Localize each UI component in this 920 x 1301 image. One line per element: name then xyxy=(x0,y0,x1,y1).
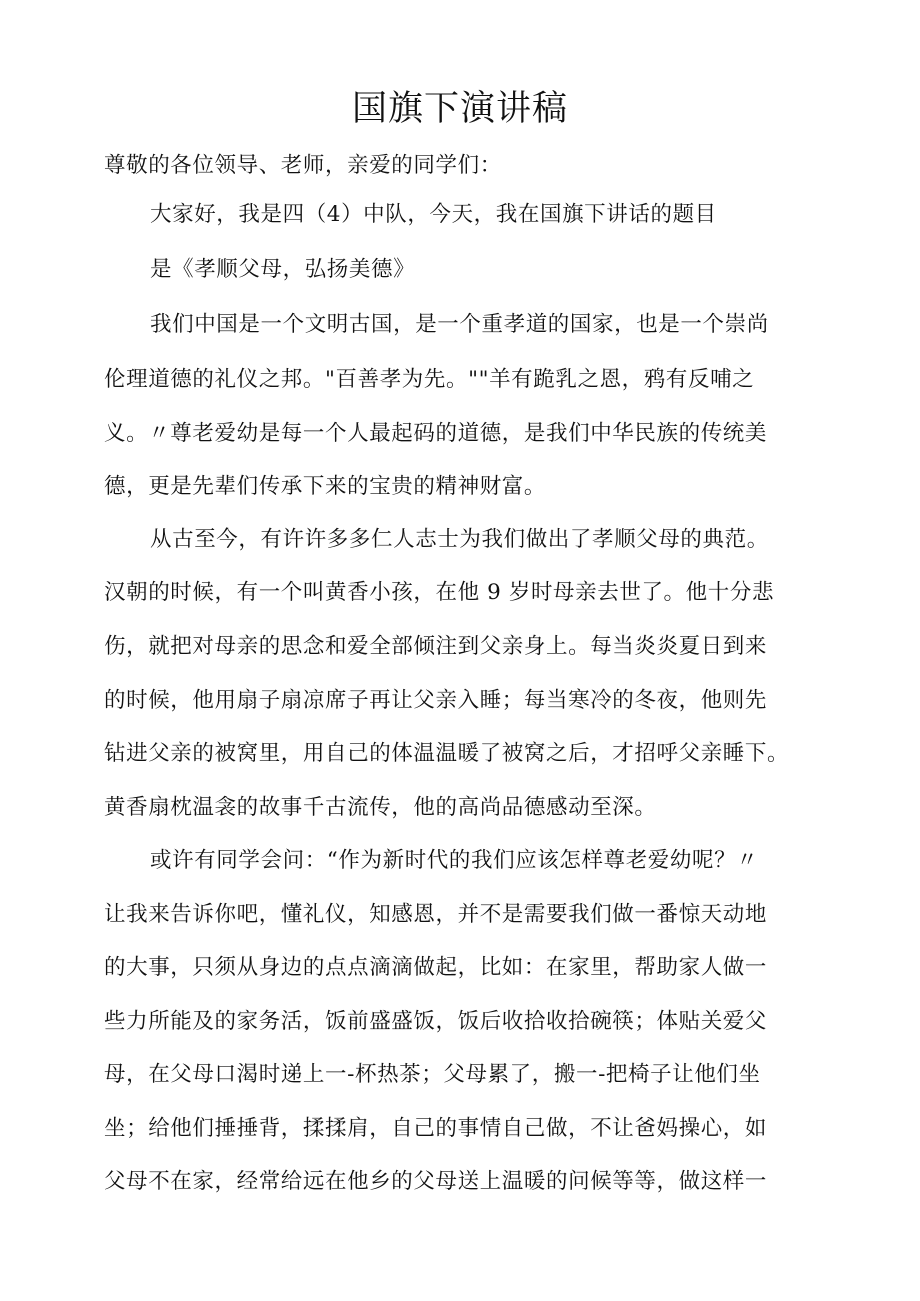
paragraph-2-line-3: 伤，就把对母亲的思念和爱全部倾注到父亲身上。每当炎炎夏日到来 xyxy=(104,634,768,659)
paragraph-3-line-4: 些力所能及的家务活，饭前盛盛饭，饭后收拾收拾碗筷；体贴关爱父 xyxy=(104,1009,768,1034)
paragraph-3-line-2: 让我来告诉你吧，懂礼仪，知感恩，并不是需要我们做一番惊天动地 xyxy=(104,902,768,927)
paragraph-1-line-1: 我们中国是一个文明古国，是一个重孝道的国家，也是一个崇尚 xyxy=(150,312,769,337)
paragraph-3-line-7: 父母不在家，经常给远在他乡的父母送上温暖的问候等等，做这样一 xyxy=(104,1169,768,1194)
document-title: 国旗下演讲稿 xyxy=(351,89,568,129)
paragraph-2-line-1: 从古至今，有许许多多仁人志士为我们做出了孝顺父母的典范。 xyxy=(150,527,769,552)
salutation-line: 尊敬的各位领导、老师，亲爱的同学们： xyxy=(104,153,502,178)
paragraph-3-line-6: 坐；给他们捶捶背，揉揉肩，自己的事情自己做，不让爸妈操心，如 xyxy=(104,1116,768,1141)
paragraph-2-line-6: 黄香扇枕温衾的故事千古流传，他的高尚品德感动至深。 xyxy=(104,795,657,820)
paragraph-3-line-1: 或许有同学会问：“作为新时代的我们应该怎样尊老爱幼呢？〃 xyxy=(150,848,759,873)
paragraph-2-line-2: 汉朝的时候，有一个叫黄香小孩，在他 9 岁时母亲去世了。他十分悲 xyxy=(104,580,775,605)
paragraph-1-line-2: 伦理道德的礼仪之邦。"百善孝为先。""羊有跪乳之恩，鸦有反哺之 xyxy=(104,367,755,392)
topic-line: 是《孝顺父母，弘扬美德》 xyxy=(150,257,416,282)
paragraph-1-line-4: 德，更是先辈们传承下来的宝贵的精神财富。 xyxy=(104,474,547,499)
paragraph-2-line-5: 钻进父亲的被窝里，用自己的体温温暖了被窝之后，才招呼父亲睡下。 xyxy=(104,741,790,766)
paragraph-3-line-5: 母，在父母口渴时递上一-杯热茶；父母累了，搬一-把椅子让他们坐 xyxy=(104,1062,761,1087)
paragraph-1-line-3: 义。〃尊老爱幼是每一个人最起码的道德，是我们中华民族的传统美 xyxy=(104,421,768,446)
greeting-line: 大家好，我是四（4）中队，今天，我在国旗下讲话的题目 xyxy=(150,202,717,227)
paragraph-3-line-3: 的大事，只须从身边的点点滴滴做起，比如：在家里，帮助家人做一 xyxy=(104,955,768,980)
paragraph-2-line-4: 的时候，他用扇子扇凉席子再让父亲入睡；每当寒冷的冬夜，他则先 xyxy=(104,688,768,713)
